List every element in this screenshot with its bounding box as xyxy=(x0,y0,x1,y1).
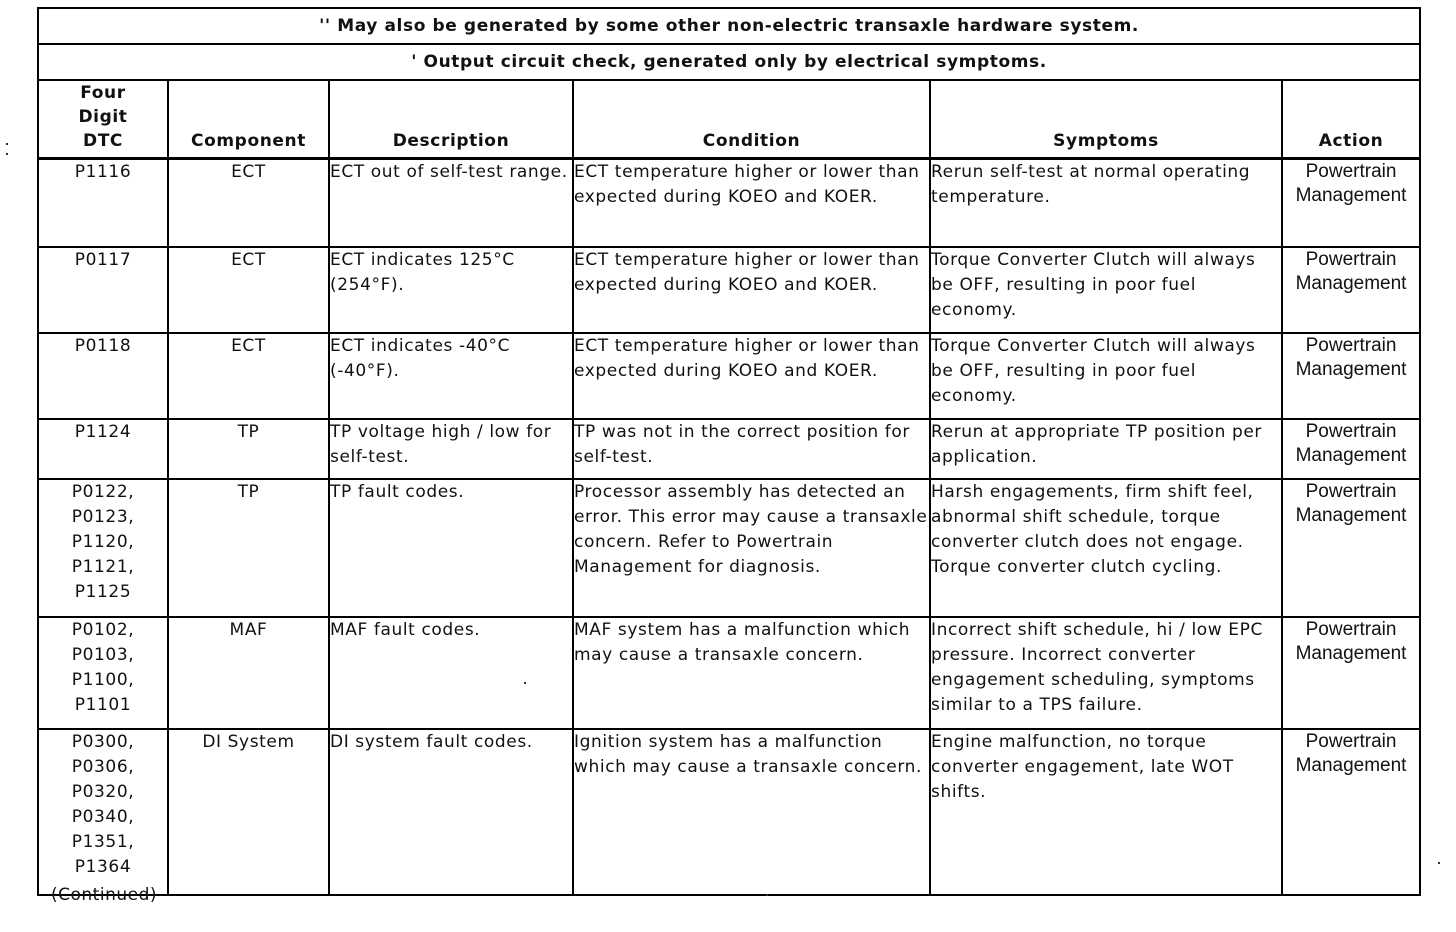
dtc-code: P0117 xyxy=(74,249,132,270)
dtc-cell xyxy=(38,729,168,895)
condition-cell: Processor assembly has detected an error. This error may cause a transaxle concern. Refer to Powertrain Management for diagnosis. xyxy=(573,479,930,617)
action-cell: Powertrain Management xyxy=(1282,479,1420,617)
symptoms-cell: Torque Converter Clutch will always be OFF, resulting in poor fuel economy. xyxy=(930,247,1282,333)
dtc-code: P0118 xyxy=(74,335,132,356)
component-cell: MAF xyxy=(168,617,329,729)
scan-speck xyxy=(766,894,768,896)
action-cell: Powertrain Management xyxy=(1282,333,1420,419)
condition-cell: TP was not in the correct position for self-test. xyxy=(573,419,930,479)
table-row xyxy=(38,729,1420,895)
dtc-code: P1100, xyxy=(71,669,135,690)
header-dtc: Four Digit DTC xyxy=(38,80,168,159)
table-note-1: '' May also be generated by some other non-electric transaxle hardware system. xyxy=(38,8,1420,44)
description-cell: TP fault codes. xyxy=(329,479,573,617)
scan-speck xyxy=(6,153,8,155)
dtc-code: P1125 xyxy=(74,581,132,602)
table-header-row xyxy=(38,80,1420,159)
header-description: Description xyxy=(329,80,573,159)
component-cell: ECT xyxy=(168,159,329,247)
header-symptoms: Symptoms xyxy=(930,80,1282,159)
dtc-code: P0122, xyxy=(71,481,135,502)
condition-cell: ECT temperature higher or lower than expected during KOEO and KOER. xyxy=(573,333,930,419)
dtc-code: P0103, xyxy=(71,644,135,665)
dtc-cell xyxy=(38,617,168,729)
table-row xyxy=(38,333,1420,419)
condition-cell: ECT temperature higher or lower than expected during KOEO and KOER. xyxy=(573,159,930,247)
dtc-code: P1101 xyxy=(74,694,132,715)
description-cell: DI system fault codes. xyxy=(329,729,573,895)
table-body xyxy=(38,159,1420,895)
dtc-table xyxy=(37,7,1421,896)
header-component: Component xyxy=(168,80,329,159)
component-cell: ECT xyxy=(168,247,329,333)
description-cell: TP voltage high / low for self-test. xyxy=(329,419,573,479)
symptoms-cell: Engine malfunction, no torque converter engagement, late WOT shifts. xyxy=(930,729,1282,895)
dtc-code: P0340, xyxy=(71,806,135,827)
scan-speck xyxy=(1438,862,1440,864)
table-row xyxy=(38,419,1420,479)
dtc-code: P1351, xyxy=(71,831,135,852)
description-cell: ECT indicates -40°C (-40°F). xyxy=(329,333,573,419)
dtc-cell xyxy=(38,419,168,479)
description-cell: MAF fault codes. xyxy=(329,617,573,729)
dtc-code: P1116 xyxy=(74,162,132,182)
scan-speck xyxy=(524,682,526,684)
dtc-code: P0300, xyxy=(71,731,135,752)
dtc-code: P1124 xyxy=(74,421,132,442)
description-cell: ECT indicates 125°C (254°F). xyxy=(329,247,573,333)
dtc-code: P1120, xyxy=(71,531,135,552)
dtc-code: P0123, xyxy=(71,506,135,527)
component-cell: TP xyxy=(168,479,329,617)
header-condition: Condition xyxy=(573,80,930,159)
action-cell: Powertrain Management xyxy=(1282,729,1420,895)
action-cell: Powertrain Management xyxy=(1282,419,1420,479)
scan-speck xyxy=(6,143,8,145)
symptoms-cell: Rerun at appropriate TP position per application. xyxy=(930,419,1282,479)
symptoms-cell: Rerun self-test at normal operating temperature. xyxy=(930,159,1282,247)
action-cell: Powertrain Management xyxy=(1282,159,1420,247)
table-row xyxy=(38,617,1420,729)
table-row xyxy=(38,159,1420,247)
symptoms-cell: Incorrect shift schedule, hi / low EPC pressure. Incorrect converter engagement scheduling, symptoms similar to a TPS failure. xyxy=(930,617,1282,729)
dtc-code: P0306, xyxy=(71,756,135,777)
dtc-cell xyxy=(38,333,168,419)
condition-cell: ECT temperature higher or lower than expected during KOEO and KOER. xyxy=(573,247,930,333)
table-note-2: ' Output circuit check, generated only by electrical symptoms. xyxy=(38,44,1420,80)
dtc-code: P1364 xyxy=(74,856,132,877)
dtc-cell xyxy=(38,159,168,247)
component-cell: DI System xyxy=(168,729,329,895)
dtc-cell xyxy=(38,479,168,617)
action-cell: Powertrain Management xyxy=(1282,247,1420,333)
condition-cell: MAF system has a malfunction which may cause a transaxle concern. xyxy=(573,617,930,729)
component-cell: TP xyxy=(168,419,329,479)
table-row xyxy=(38,247,1420,333)
table-row xyxy=(38,479,1420,617)
description-cell: ECT out of self-test range. xyxy=(329,159,573,247)
dtc-code: P1121, xyxy=(71,556,135,577)
header-action: Action xyxy=(1282,80,1420,159)
condition-cell: Ignition system has a malfunction which may cause a transaxle concern. xyxy=(573,729,930,895)
symptoms-cell: Torque Converter Clutch will always be OFF, resulting in poor fuel economy. xyxy=(930,333,1282,419)
dtc-code: P0320, xyxy=(71,781,135,802)
continued-label: (Continued) xyxy=(51,885,157,905)
dtc-cell xyxy=(38,247,168,333)
symptoms-cell: Harsh engagements, firm shift feel, abnormal shift schedule, torque converter clutch does not engage. Torque converter clutch cycling. xyxy=(930,479,1282,617)
component-cell: ECT xyxy=(168,333,329,419)
dtc-code: P0102, xyxy=(71,619,135,640)
action-cell: Powertrain Management xyxy=(1282,617,1420,729)
